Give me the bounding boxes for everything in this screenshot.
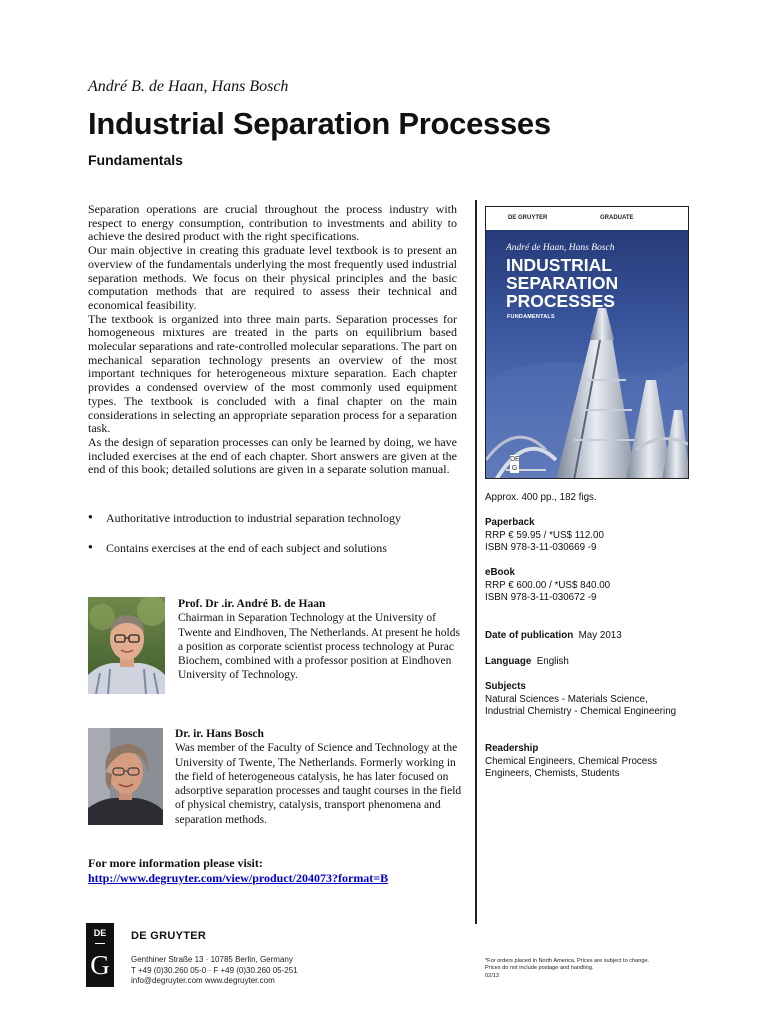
author-names: André B. de Haan, Hans Bosch: [88, 78, 289, 95]
book-description: [88, 203, 457, 477]
publisher-logo-bar: [95, 943, 105, 944]
author-bio-text: Chairman in Separation Technology at the University of Twente and Eindhoven, The Netherlands. At present he holds a position as corporate scientist process technology at Purac Biochem, combined with a professor position at Eindhoven University of Technology.: [178, 612, 460, 682]
bullet-item: ● Authoritative introduction to industrial separation technology: [88, 511, 458, 526]
description-paragraph: The textbook is organized into three main parts. Separation processes for homogeneous mixtures are treated in the parts on equilibrium based molecular separations and rate-controlled molecular separations. The part on mechanical separation technology presents an overview of the most important techniques for heterogeneous mixture separation. Each chapter provides a condensed overview of the most commonly used equipment types. The textbook is concluded with a final chapter on the main considerations in selecting an appropriate separation process for a separation task.: [88, 311, 457, 436]
bullet-item: ● Contains exercises at the end of each subject and solutions: [88, 541, 458, 556]
subjects-label: Subjects: [485, 681, 526, 692]
description-paragraph: Our main objective in creating this graduate level textbook is to present an overview of the fundamentals underlying the most frequently used industrial separation methods. We focus on their physical principles and the basic computation methods that are required to assess their technical and economical feasibility.: [88, 243, 457, 312]
subjects-value: Natural Sciences - Materials Science, Industrial Chemistry - Chemical Engineering: [485, 693, 677, 718]
book-cover: [485, 206, 689, 479]
ebook-price: RRP € 600.00 / *US$ 840.00: [485, 579, 611, 591]
cover-header-strip: [486, 207, 688, 230]
price-disclaimer: [485, 958, 690, 980]
readership-label: Readership: [485, 743, 539, 754]
cover-title-line: INDUSTRIAL: [506, 255, 612, 275]
paperback-info: [485, 517, 604, 555]
author-name: Dr. ir. Hans Bosch: [175, 728, 264, 740]
ebook-info: [485, 567, 610, 605]
publisher-logo-letter: G: [90, 950, 110, 980]
language-label: Language: [485, 656, 532, 667]
cover-subtitle: FUNDAMENTALS: [507, 314, 555, 320]
disclaimer-line: Prices do not include postage and handling.: [485, 965, 594, 972]
publication-date: [485, 630, 622, 643]
author-bio-de-haan: [178, 597, 463, 683]
publisher-name: DE GRUYTER: [131, 930, 207, 942]
description-paragraph: Separation operations are crucial throughout the process industry with respect to energy consumption, contribution to investments and ability to achieve the desired product with the right specifications.: [88, 202, 457, 244]
bullet-list: [88, 541, 458, 556]
readership-value: Chemical Engineers, Chemical Process Engineers, Chemists, Students: [485, 755, 658, 780]
cover-title-line: SEPARATION: [506, 273, 619, 293]
more-info-label: For more information please visit:: [88, 856, 263, 870]
page-subtitle: Fundamentals: [88, 152, 183, 168]
cover-title: [506, 256, 686, 310]
language: [485, 656, 569, 669]
cover-title-line: PROCESSES: [506, 291, 615, 311]
bullet-list: [88, 511, 458, 526]
subjects: [485, 681, 685, 719]
publication-date-label: Date of publication: [485, 630, 574, 641]
author-photo-bosch: [88, 728, 163, 825]
cover-brand: DE GRUYTER: [508, 215, 548, 221]
address-line: T +49 (0)30.260 05-0 · F +49 (0)30.260 05-251: [131, 965, 298, 975]
description-paragraph: As the design of separation processes can only be learned by doing, we have included exercises at the end of each chapter. Short answers are given at the end of this book; detailed solutions are given in a separate solution manual.: [88, 434, 457, 477]
page-title: Industrial Separation Processes: [88, 106, 551, 141]
publisher-logo: [86, 923, 114, 987]
cover-authors: André de Haan, Hans Bosch: [506, 243, 615, 253]
disclaimer-line: 02/13: [485, 972, 499, 979]
paperback-isbn: ISBN 978-3-11-030669 -9: [485, 542, 597, 554]
ebook-isbn: ISBN 978-3-11-030672 -9: [485, 592, 597, 604]
more-info: [88, 856, 388, 886]
cover-series-tag: GRADUATE: [600, 215, 634, 221]
author-bio-bosch: [175, 727, 465, 827]
paperback-price: RRP € 59.95 / *US$ 112.00: [485, 529, 604, 541]
address-line: info@degruyter.com www.degruyter.com: [131, 976, 275, 986]
product-link[interactable]: http://www.degruyter.com/view/product/204073?format=B: [88, 871, 389, 885]
author-bio-text: Was member of the Faculty of Science and Technology at the University of Twente, The Netherlands. Formerly working in the field of heterogeneous catalysis, he has later focused on adsorptive separation processes and taught courses in the field of physical chemistry, catalysis, transport phenomena and separation methods.: [175, 742, 462, 826]
author-name: Prof. Dr .ir. André B. de Haan: [178, 598, 326, 610]
author-photo-de-haan: [88, 597, 165, 694]
ebook-label: eBook: [485, 567, 515, 578]
language-value: English: [536, 656, 569, 667]
address-line: Genthiner Straße 13 · 10785 Berlin, Germany: [131, 955, 293, 964]
publisher-logo-top: DE: [93, 928, 107, 938]
publication-date-value: May 2013: [578, 630, 622, 641]
paperback-label: Paperback: [485, 517, 535, 528]
disclaimer-line: *For orders placed in North America. Prices are subject to change.: [485, 958, 650, 964]
column-divider: [475, 200, 477, 924]
page-count: Approx. 400 pp., 182 figs.: [485, 492, 597, 503]
publisher-address: [131, 955, 298, 987]
cover-logo: DE G: [510, 456, 520, 472]
readership: [485, 743, 685, 781]
